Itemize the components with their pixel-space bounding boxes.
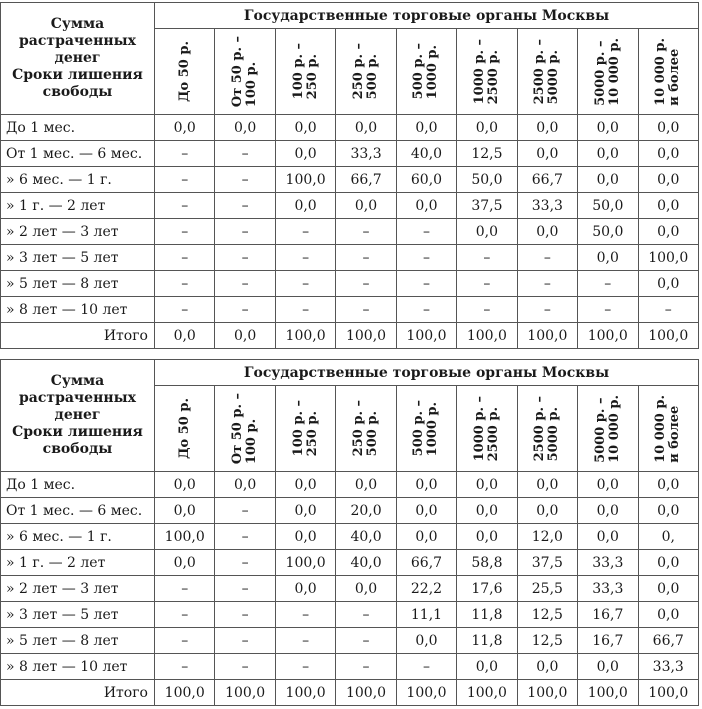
table-cell: 100,0 (396, 323, 456, 349)
table-cell: 100,0 (638, 323, 699, 349)
row-label: » 6 мес. — 1 г. (1, 167, 155, 193)
table-cell: 0,0 (396, 115, 456, 141)
table-cell: 33,3 (578, 576, 638, 602)
table-cell: 17,6 (457, 576, 517, 602)
table-cell: 22,2 (396, 576, 456, 602)
table-cell: 100,0 (336, 323, 396, 349)
table-cell: – (215, 550, 275, 576)
total-row (1, 680, 699, 706)
column-header: 10 000 р. и более (638, 29, 699, 115)
table-cell: 0,0 (638, 193, 699, 219)
table-cell: 100,0 (638, 680, 699, 706)
table-cell: 0, (638, 524, 699, 550)
column-header: 5000 р. – 10 000 р. (578, 29, 638, 115)
column-header: 1000 р. – 2500 р. (457, 386, 517, 472)
table-row (1, 472, 699, 498)
table-cell: 0,0 (396, 628, 456, 654)
column-header: 100 р. – 250 р. (275, 386, 335, 472)
row-label: » 5 лет — 8 лет (1, 628, 155, 654)
table-cell: 40,0 (336, 524, 396, 550)
table-cell: – (275, 245, 335, 271)
column-header: 5000 р. – 10 000 р. (578, 386, 638, 472)
table-cell: 0,0 (578, 524, 638, 550)
table-cell: – (155, 654, 215, 680)
table-cell: 0,0 (457, 219, 517, 245)
table-cell: – (275, 602, 335, 628)
table-row (1, 115, 699, 141)
table-cell: 0,0 (638, 602, 699, 628)
table-cell: – (396, 245, 456, 271)
table-cell: – (215, 524, 275, 550)
column-header: 250 р. – 500 р. (336, 29, 396, 115)
table-cell: – (578, 297, 638, 323)
table-cell: 100,0 (638, 245, 699, 271)
table-cell: 100,0 (517, 323, 577, 349)
table-cell: – (155, 141, 215, 167)
table-cell: – (457, 297, 517, 323)
table-cell: – (275, 297, 335, 323)
table-cell: 0,0 (155, 323, 215, 349)
table-row (1, 271, 699, 297)
table-cell: 0,0 (638, 219, 699, 245)
table-cell: 37,5 (517, 550, 577, 576)
table-cell: 66,7 (517, 167, 577, 193)
table-cell: 100,0 (275, 167, 335, 193)
table-cell: – (396, 297, 456, 323)
table-cell: – (155, 245, 215, 271)
table-cell: – (275, 219, 335, 245)
table-cell: 20,0 (336, 498, 396, 524)
table-cell: – (215, 297, 275, 323)
row-label: » 8 лет — 10 лет (1, 654, 155, 680)
corner-header (1, 3, 155, 115)
table-cell: 100,0 (275, 323, 335, 349)
column-header: 2500 р. – 5000 р. (517, 29, 577, 115)
table-cell: 66,7 (638, 628, 699, 654)
table-cell: 0,0 (638, 472, 699, 498)
table-cell: 100,0 (336, 680, 396, 706)
table-row (1, 654, 699, 680)
table-cell: 66,7 (396, 550, 456, 576)
table-cell: 100,0 (457, 323, 517, 349)
row-label: Итого (1, 680, 155, 706)
table-cell: 0,0 (275, 115, 335, 141)
table-row (1, 524, 699, 550)
table-cell: – (215, 193, 275, 219)
row-label: » 6 мес. — 1 г. (1, 524, 155, 550)
table-cell: 0,0 (638, 115, 699, 141)
row-label: » 3 лет — 5 лет (1, 245, 155, 271)
table-row (1, 141, 699, 167)
table-cell: – (336, 297, 396, 323)
table-cell: 0,0 (275, 576, 335, 602)
table-cell: 33,3 (638, 654, 699, 680)
table-cell: 0,0 (578, 472, 638, 498)
row-label: Итого (1, 323, 155, 349)
table-cell: 12,5 (517, 602, 577, 628)
table-cell: 0,0 (517, 115, 577, 141)
column-header: До 50 р. (155, 386, 215, 472)
table-cell: – (638, 297, 699, 323)
table-cell: 0,0 (578, 654, 638, 680)
table-cell: 0,0 (215, 323, 275, 349)
table-cell: 0,0 (457, 472, 517, 498)
table-cell: 0,0 (155, 472, 215, 498)
table-cell: 100,0 (578, 680, 638, 706)
table-cell: 33,3 (578, 550, 638, 576)
table-cell: – (336, 628, 396, 654)
table-cell: 0,0 (638, 141, 699, 167)
table-cell: 0,0 (275, 193, 335, 219)
table-cell: – (396, 271, 456, 297)
table-cell: 0,0 (638, 271, 699, 297)
table-row (1, 628, 699, 654)
row-label: » 2 лет — 3 лет (1, 219, 155, 245)
group-header: Государственные торговые органы Москвы (155, 3, 699, 29)
table-cell: 37,5 (457, 193, 517, 219)
table-cell: – (215, 219, 275, 245)
table-cell: 100,0 (578, 323, 638, 349)
table-cell: 0,0 (155, 498, 215, 524)
row-label: До 1 мес. (1, 472, 155, 498)
table-cell: 100,0 (517, 680, 577, 706)
table-cell: 0,0 (336, 472, 396, 498)
table-row (1, 167, 699, 193)
table-cell: – (275, 271, 335, 297)
table-cell: 0,0 (396, 498, 456, 524)
table-cell: 0,0 (638, 167, 699, 193)
table-cell: 0,0 (215, 472, 275, 498)
table-cell: 100,0 (155, 680, 215, 706)
table-cell: 66,7 (336, 167, 396, 193)
table-cell: – (215, 271, 275, 297)
table-cell: 50,0 (578, 193, 638, 219)
table-cell: 60,0 (396, 167, 456, 193)
table-cell: 0,0 (396, 193, 456, 219)
table-cell: – (155, 297, 215, 323)
table-cell: 100,0 (215, 680, 275, 706)
table-cell: – (336, 245, 396, 271)
table-cell: 0,0 (517, 472, 577, 498)
table-cell: 0,0 (336, 576, 396, 602)
table-cell: 12,5 (457, 141, 517, 167)
column-header: 500 р. – 1000 р. (396, 386, 456, 472)
corner-label: Сумма растраченных денег Сроки лишения свободы (12, 373, 143, 457)
table-cell: 16,7 (578, 628, 638, 654)
table-cell: 0,0 (517, 219, 577, 245)
table-cell: 0,0 (336, 193, 396, 219)
table-cell: 0,0 (396, 524, 456, 550)
table-cell: – (155, 219, 215, 245)
table-cell: 33,3 (517, 193, 577, 219)
table-cell: 25,5 (517, 576, 577, 602)
table-row (1, 245, 699, 271)
table-cell: – (155, 602, 215, 628)
table-cell: – (336, 602, 396, 628)
table-cell: – (155, 628, 215, 654)
table-cell: 12,0 (517, 524, 577, 550)
table-cell: 0,0 (275, 141, 335, 167)
column-header: До 50 р. (155, 29, 215, 115)
table-cell: 0,0 (457, 654, 517, 680)
column-header: 100 р. – 250 р. (275, 29, 335, 115)
corner-label: Сумма растраченных денег Сроки лишения свободы (12, 16, 143, 100)
table-cell: – (215, 245, 275, 271)
table-cell: 11,1 (396, 602, 456, 628)
table-cell: 11,8 (457, 628, 517, 654)
table-cell: – (457, 271, 517, 297)
table-cell: 0,0 (638, 498, 699, 524)
table-cell: 0,0 (457, 115, 517, 141)
column-header: 500 р. – 1000 р. (396, 29, 456, 115)
column-header: 250 р. – 500 р. (336, 386, 396, 472)
table-cell: – (155, 271, 215, 297)
table-cell: 100,0 (275, 680, 335, 706)
table-cell: 0,0 (578, 245, 638, 271)
table-cell: – (336, 219, 396, 245)
row-label: До 1 мес. (1, 115, 155, 141)
embezzlement-table-1 (0, 2, 699, 349)
table-cell: 16,7 (578, 602, 638, 628)
table-cell: 0,0 (578, 141, 638, 167)
table-cell: – (215, 576, 275, 602)
table-cell: 0,0 (275, 472, 335, 498)
table-cell: 0,0 (517, 498, 577, 524)
table-cell: 11,8 (457, 602, 517, 628)
column-header: 2500 р. – 5000 р. (517, 386, 577, 472)
row-label: » 2 лет — 3 лет (1, 576, 155, 602)
table-row (1, 602, 699, 628)
row-label: » 5 лет — 8 лет (1, 271, 155, 297)
table-cell: 100,0 (396, 680, 456, 706)
table-cell: 100,0 (155, 524, 215, 550)
table-cell: 0,0 (517, 654, 577, 680)
table-body (1, 472, 699, 706)
table-cell: – (517, 297, 577, 323)
table-cell: – (396, 654, 456, 680)
table-cell: 0,0 (396, 472, 456, 498)
table-row (1, 550, 699, 576)
group-header: Государственные торговые органы Москвы (155, 360, 699, 386)
row-label: От 1 мес. — 6 мес. (1, 498, 155, 524)
table-cell: 0,0 (578, 498, 638, 524)
table-cell: 50,0 (457, 167, 517, 193)
table-cell: 100,0 (275, 550, 335, 576)
table-cell: – (155, 576, 215, 602)
table-cell: 40,0 (396, 141, 456, 167)
table-cell: 0,0 (275, 524, 335, 550)
row-label: От 1 мес. — 6 мес. (1, 141, 155, 167)
table-cell: 0,0 (215, 115, 275, 141)
table-cell: 0,0 (457, 524, 517, 550)
table-row (1, 498, 699, 524)
table-row (1, 576, 699, 602)
embezzlement-table-2 (0, 359, 699, 706)
table-cell: 50,0 (578, 219, 638, 245)
table-body (1, 115, 699, 349)
table-cell: 33,3 (336, 141, 396, 167)
table-cell: 12,5 (517, 628, 577, 654)
table-cell: – (215, 628, 275, 654)
row-label: » 1 г. — 2 лет (1, 193, 155, 219)
table-cell: – (215, 654, 275, 680)
row-label: » 8 лет — 10 лет (1, 297, 155, 323)
table-cell: – (336, 271, 396, 297)
table-cell: – (215, 167, 275, 193)
table-cell: 0,0 (275, 498, 335, 524)
table-cell: 58,8 (457, 550, 517, 576)
table-cell: – (275, 654, 335, 680)
table-cell: – (457, 245, 517, 271)
column-header: От 50 р. – 100 р. (215, 386, 275, 472)
table-cell: – (336, 654, 396, 680)
table-cell: – (215, 141, 275, 167)
column-header: 1000 р. – 2500 р. (457, 29, 517, 115)
table-cell: 100,0 (457, 680, 517, 706)
row-label: » 3 лет — 5 лет (1, 602, 155, 628)
column-header: 10 000 р. и более (638, 386, 699, 472)
table-cell: 0,0 (638, 550, 699, 576)
column-header: От 50 р. – 100 р. (215, 29, 275, 115)
table-row (1, 193, 699, 219)
table-cell: – (155, 193, 215, 219)
table-cell: – (215, 602, 275, 628)
table-cell: 0,0 (457, 498, 517, 524)
table-cell: 0,0 (578, 115, 638, 141)
table-row (1, 219, 699, 245)
table-row (1, 297, 699, 323)
total-row (1, 323, 699, 349)
table-cell: 0,0 (155, 550, 215, 576)
table-cell: 0,0 (578, 167, 638, 193)
table-cell: – (578, 271, 638, 297)
table-cell: 0,0 (155, 115, 215, 141)
table-cell: 40,0 (336, 550, 396, 576)
table-cell: – (396, 219, 456, 245)
table-cell: – (517, 245, 577, 271)
table-cell: – (517, 271, 577, 297)
table-cell: 0,0 (517, 141, 577, 167)
corner-header (1, 360, 155, 472)
table-cell: – (215, 498, 275, 524)
table-cell: – (155, 167, 215, 193)
table-cell: – (275, 628, 335, 654)
table-cell: 0,0 (336, 115, 396, 141)
row-label: » 1 г. — 2 лет (1, 550, 155, 576)
table-cell: 0,0 (638, 576, 699, 602)
